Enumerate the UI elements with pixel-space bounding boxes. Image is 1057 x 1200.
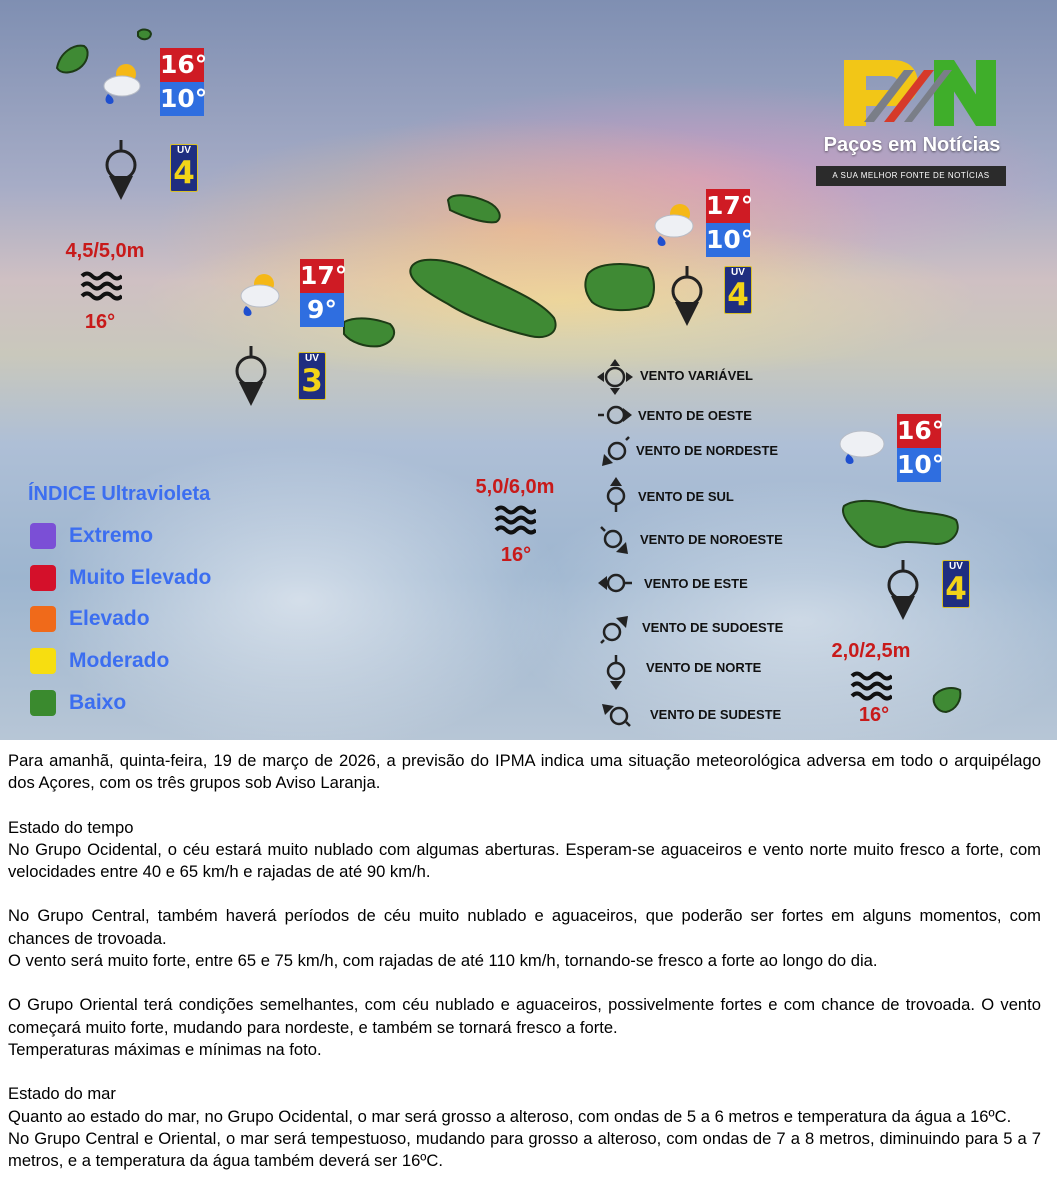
uv-legend-swatch <box>30 690 56 716</box>
wind-southeast-icon <box>600 702 634 728</box>
uv-label: UV <box>177 145 191 156</box>
temp-min-ocidental: 10° <box>160 82 204 116</box>
wind-south-icon <box>886 558 920 624</box>
island-sao-jorge <box>410 260 555 337</box>
uv-legend-label: Muito Elevado <box>69 566 212 589</box>
sea-ocidental: Quanto ao estado do mar, no Grupo Ocidental, o mar será grosso a alteroso, com ondas de 5 a 6 metros e temperatura da água a 16ºC. <box>8 1106 1012 1126</box>
uv-value: 3 <box>301 363 323 399</box>
wind-south-icon <box>604 476 628 514</box>
temp-max-oriental: 16° <box>897 414 941 448</box>
uv-label: UV <box>731 267 745 278</box>
temp-min-central: 9° <box>300 293 344 327</box>
island-terceira <box>585 264 654 310</box>
wind-northwest-icon <box>598 524 630 556</box>
uv-badge-central <box>298 352 326 400</box>
temp-max-central: 17° <box>300 259 344 293</box>
temps-note: Temperaturas máximas e mínimas na foto. <box>8 1039 322 1059</box>
uv-label: UV <box>305 353 319 364</box>
sea-central-oriental: No Grupo Central e Oriental, o mar será tempestuoso, mudando para grosso a alteroso, com ondas de 7 a 8 metros, diminuindo para 5 a 7 metros, e a temperatura da água também deverá ser 16ºC. <box>8 1128 1041 1171</box>
temp-min-oriental: 10° <box>897 448 941 482</box>
waves-icon <box>80 270 122 304</box>
wind-south-icon <box>670 264 704 330</box>
uv-legend-swatch <box>30 523 56 549</box>
article-text <box>8 750 1041 1172</box>
sun-cloud-rain-icon <box>100 58 146 110</box>
island-faial <box>344 318 394 346</box>
waves-icon <box>494 504 536 538</box>
weather-ocidental: No Grupo Ocidental, o céu estará muito nublado com algumas aberturas. Esperam-se aguaceiros e vento norte muito fresco a forte, com velocidades entre 40 e 65 km/h e rajadas de até 90 km/h. <box>8 839 1041 882</box>
uv-value: 4 <box>173 155 195 191</box>
temp-max-ocidental: 16° <box>160 48 204 82</box>
sun-cloud-rain-icon <box>650 198 698 252</box>
wind-legend-label: VENTO DE NORDESTE <box>636 443 779 458</box>
uv-badge-central-east <box>724 266 752 314</box>
weather-central-wind: O vento será muito forte, entre 65 e 75 km/h, com rajadas de até 110 km/h, tornando-se fresco a forte ao longo do dia. <box>8 951 878 971</box>
pn-logo-mark <box>800 50 1020 130</box>
temp-max-central-east: 17° <box>706 189 750 223</box>
uv-legend-label: Extremo <box>69 524 154 547</box>
wind-legend-label: VENTO VARIÁVEL <box>640 368 753 383</box>
weather-central: No Grupo Central, também haverá períodos de céu muito nublado e aguaceiros, que poderão ser fortes em alguns momentos, com chances de trovoada. <box>8 906 1041 948</box>
brand-slogan: A SUA MELHOR FONTE DE NOTÍCIAS <box>816 166 1006 186</box>
uv-value: 4 <box>727 277 749 313</box>
wind-legend-label: VENTO DE SUDESTE <box>650 707 782 722</box>
wind-legend-label: VENTO DE ESTE <box>644 576 748 591</box>
uv-legend-swatch <box>30 565 56 591</box>
wind-legend-label: VENTO DE SUL <box>638 489 734 504</box>
wind-southwest-icon <box>598 614 630 646</box>
uv-legend-label: Baixo <box>69 691 127 714</box>
weather-heading: Estado do tempo <box>8 817 134 837</box>
sun-cloud-rain-icon <box>236 268 284 322</box>
uv-badge-oriental <box>942 560 970 608</box>
wind-south-icon <box>234 344 268 410</box>
island-santa-maria <box>934 688 961 712</box>
uv-badge-ocidental <box>170 144 198 192</box>
uv-legend-label: Elevado <box>69 607 150 630</box>
uv-legend-swatch <box>30 648 56 674</box>
uv-label: UV <box>949 561 963 572</box>
wave-height-ocidental: 4,5/5,0m <box>65 240 145 262</box>
island-corvo <box>138 30 151 40</box>
brand-name: Paços em Notícias <box>823 134 1001 156</box>
wind-legend-label: VENTO DE OESTE <box>638 408 752 423</box>
sea-temp-oriental: 16° <box>858 704 890 726</box>
sea-heading: Estado do mar <box>8 1084 116 1104</box>
uv-legend-swatch <box>30 606 56 632</box>
wind-legend-label: VENTO DE NORTE <box>646 660 762 675</box>
wind-north-icon <box>104 138 138 204</box>
wind-legend-label: VENTO DE SUDOESTE <box>642 620 784 635</box>
sea-temp-ocidental: 16° <box>84 311 116 333</box>
wind-north-icon <box>604 654 628 692</box>
uv-legend-title: ÍNDICE Ultravioleta <box>28 483 211 505</box>
island-flores <box>57 46 88 73</box>
island-graciosa <box>448 195 500 222</box>
wind-variable-icon <box>596 358 634 396</box>
article-intro: Para amanhã, quinta-feira, 19 de março de 2026, a previsão do IPMA indica uma situação meteorológica adversa em todo o arquipélago dos Açores, com os três grupos sob Aviso Laranja. <box>8 751 1041 793</box>
wind-east-icon <box>596 572 634 594</box>
uv-value: 4 <box>945 571 967 607</box>
wind-legend-label: VENTO DE NOROESTE <box>640 532 783 547</box>
wind-west-icon <box>596 404 634 426</box>
wind-northeast-icon <box>600 436 632 468</box>
island-sao-miguel <box>843 501 958 547</box>
sea-temp-central: 16° <box>500 544 532 566</box>
wave-height-oriental: 2,0/2,5m <box>831 640 911 662</box>
brand-logo <box>800 50 1020 190</box>
weather-oriental: O Grupo Oriental terá condições semelhantes, com céu nublado e aguaceiros, possivelmente fortes e com chance de trovoada. O vento começará muito forte, mudando para nordeste, e também se tornará fresco a forte. <box>8 995 1041 1037</box>
waves-icon <box>850 670 892 704</box>
wave-height-central: 5,0/6,0m <box>475 476 555 498</box>
uv-legend-label: Moderado <box>69 649 170 672</box>
temp-min-central-east: 10° <box>706 223 750 257</box>
cloud-rain-icon <box>834 424 886 474</box>
